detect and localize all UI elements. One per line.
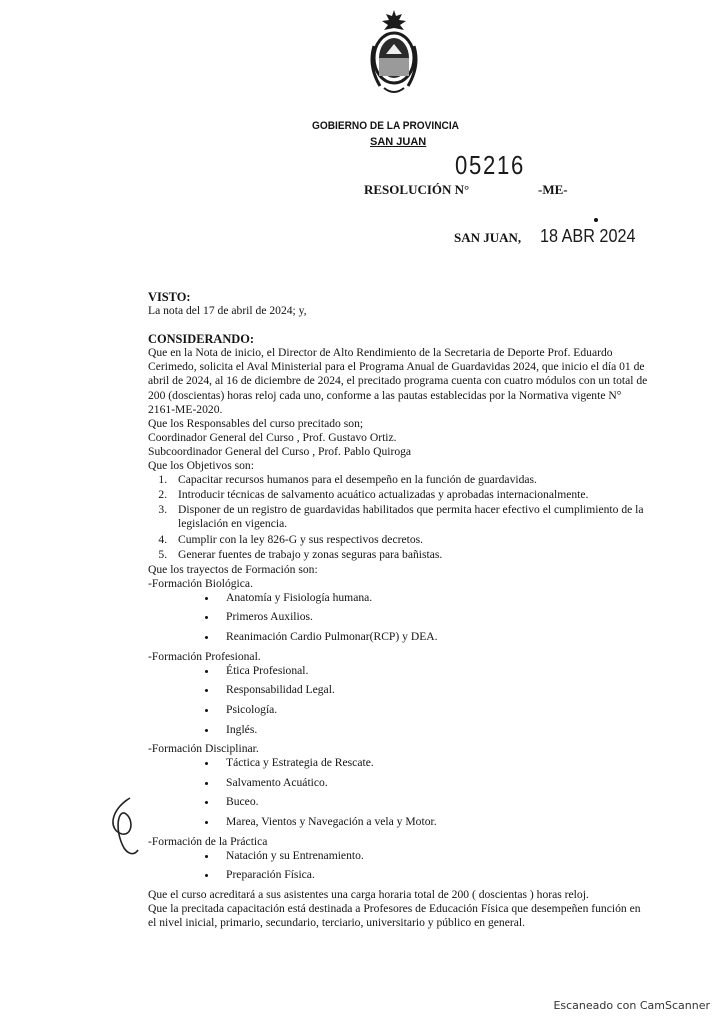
subcoordinador-line: Subcoordinador General del Curso , Prof. Pablo Quiroga	[148, 444, 412, 458]
trayecto-title: -Formación de la Práctica	[148, 834, 268, 848]
trayecto-title: -Formación Profesional.	[148, 649, 261, 663]
handwritten-initial-icon	[100, 790, 160, 860]
responsables-intro: Que los Responsables del curso precitado son;	[148, 416, 364, 430]
trayecto-items	[148, 591, 648, 644]
considerando-paragraph: Que en la Nota de inicio, el Director de Alto Rendimiento de la Secretaria de Deporte Prof. Eduardo Cerimedo, solicita el Aval Ministerial para el Programa Anual de Guardavidas 2024, que inicio el día 01 de abril de 2024, al 16 de diciembre de 2024, el precitado programa cuenta con cuatro módulos con un total de 200 (doscientas) horas reloj cada uno, conforme a las pautas establecidas por la Normativa vigente N° 2161-ME-2020.	[148, 346, 648, 416]
objetivos-list	[148, 473, 648, 562]
province-heading: SAN JUAN	[370, 136, 427, 148]
objetivo-item: 3. Disponer de un registro de guardavidas habilitados que permita hacer efectivo el cumplimiento de la legislación en vigencia.	[170, 503, 648, 531]
trayecto-item: • Buceo.	[218, 795, 648, 809]
city-label: SAN JUAN,	[454, 230, 522, 245]
trayecto-item: • Anatomía y Fisiología humana.	[218, 591, 648, 605]
objetivos-intro: Que los Objetivos son:	[148, 459, 254, 473]
trayecto-item: • Primeros Auxilios.	[218, 610, 648, 624]
trayecto-item: • Preparación Física.	[218, 868, 648, 882]
objetivo-item: 5. Generar fuentes de trabajo y zonas seguras para bañistas.	[170, 548, 648, 562]
carga-horaria-line: Que el curso acreditará a sus asistentes una carga horaria total de 200 ( doscientas ) horas reloj.	[148, 887, 589, 901]
objetivo-item: 4. Cumplir con la ley 826-G y sus respectivos decretos.	[170, 533, 648, 547]
coordinador-line: Coordinador General del Curso , Prof. Gustavo Ortiz.	[148, 430, 397, 444]
trayecto-item: • Reanimación Cardio Pulmonar(RCP) y DEA.	[218, 630, 648, 644]
resolution-body	[148, 290, 648, 930]
trayecto-items	[148, 849, 648, 883]
objetivo-item: 1. Capacitar recursos humanos para el desempeño en la función de guardavidas.	[170, 473, 648, 487]
trayecto-item: • Inglés.	[218, 723, 648, 737]
trayecto-item: • Natación y su Entrenamiento.	[218, 849, 648, 863]
trayecto-item: • Responsabilidad Legal.	[218, 683, 648, 697]
trayecto-item: • Psicología.	[218, 703, 648, 717]
trayecto-title: -Formación Biológica.	[148, 576, 253, 590]
province-seal-icon	[366, 6, 422, 98]
resolution-suffix: -ME-	[538, 182, 568, 197]
trayectos-intro: Que los trayectos de Formación son:	[148, 562, 318, 576]
trayecto-title: -Formación Disciplinar.	[148, 742, 259, 756]
visto-text: La nota del 17 de abril de 2024; y,	[148, 304, 307, 318]
trayecto-item: • Ética Profesional.	[218, 664, 648, 678]
government-heading: GOBIERNO DE LA PROVINCIA	[312, 120, 459, 132]
date-stamp: 18 ABR 2024	[540, 226, 636, 246]
scanner-watermark: Escaneado con CamScanner	[553, 999, 710, 1012]
trayecto-item: • Salvamento Acuático.	[218, 776, 648, 790]
visto-heading: VISTO:	[148, 290, 191, 304]
closing-paragraphs	[148, 888, 648, 930]
resolution-number-stamp: 05216	[455, 150, 525, 180]
trayecto-items	[148, 664, 648, 737]
trayecto-item: • Marea, Vientos y Navegación a vela y Motor.	[218, 815, 648, 829]
considerando-heading: CONSIDERANDO:	[148, 332, 255, 347]
stamp-dot	[594, 218, 598, 222]
resolution-label: RESOLUCIÓN N°	[364, 182, 470, 197]
trayecto-items	[148, 756, 648, 829]
trayecto-item: • Táctica y Estrategia de Rescate.	[218, 756, 648, 770]
objetivo-item: 2. Introducir técnicas de salvamento acuático actualizadas y aprobadas internacionalmente.	[170, 488, 648, 502]
destinatarios-line: Que la precitada capacitación está destinada a Profesores de Educación Física que desempeñen función en el nivel inicial, primario, secundario, terciario, universitario y público en general.	[148, 901, 641, 930]
